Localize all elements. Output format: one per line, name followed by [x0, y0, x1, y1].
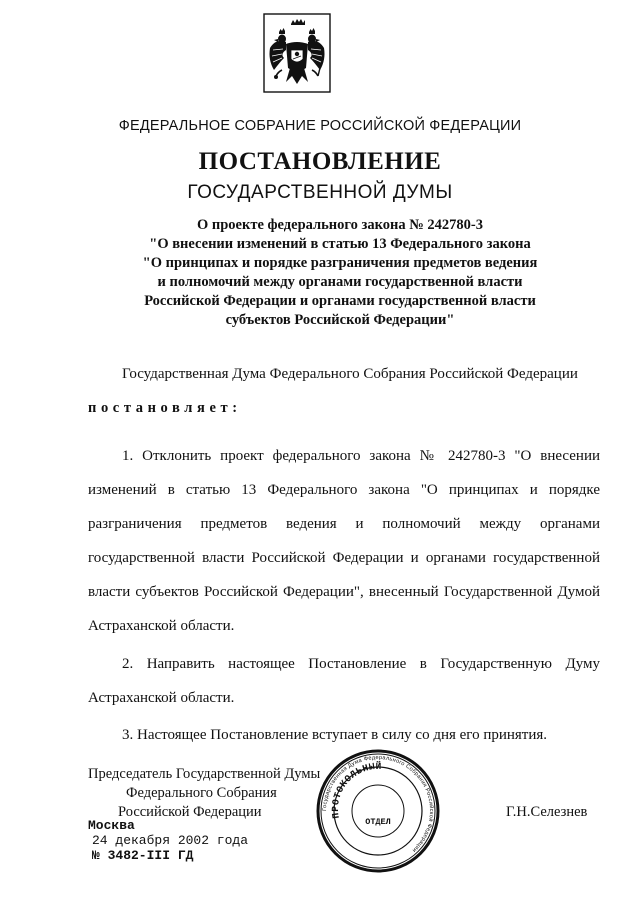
decree-word: постановляет: — [88, 400, 242, 416]
signatory-name: Г.Н.Селезнев — [506, 804, 588, 820]
double-headed-eagle-emblem-icon — [262, 12, 332, 94]
item2-line: Астраханской области. — [88, 690, 235, 706]
item1-line: государственной власти Российской Федерации и органами государственной — [88, 550, 600, 566]
svg-text:Государственная Дума Федеральн: Государственная Дума Федерального Собрания Российской Федерации — [321, 754, 435, 854]
item1-line: 1. Отклонить проект федерального закона № 242780-3 "О внесении — [122, 448, 600, 464]
emblem — [262, 12, 332, 94]
subject-line: и полномочий между органами государственной власти — [157, 274, 523, 290]
svg-text:ПРОТОКОЛЬНЫЙ: ПРОТОКОЛЬНЫЙ — [329, 760, 383, 820]
organization-name: ФЕДЕРАЛЬНОЕ СОБРАНИЕ РОССИЙСКОЙ ФЕДЕРАЦИИ — [118, 118, 522, 134]
item2-line: 2. Направить настоящее Постановление в Государственную Думу — [122, 656, 600, 672]
document-issuer-heading: ГОСУДАРСТВЕННОЙ ДУМЫ — [187, 182, 453, 203]
item1-line: Астраханской области. — [88, 618, 235, 634]
item1-line: изменений в статью 13 Федерального закона "О принципах и порядке — [88, 482, 600, 498]
svg-text:ОТДЕЛ: ОТДЕЛ — [365, 817, 391, 827]
round-seal-icon — [315, 748, 441, 874]
item3-text: 3. Настоящее Постановление вступает в силу со дня его принятия. — [122, 727, 548, 743]
preamble-text: Государственная Дума Федерального Собрания Российской Федерации — [122, 366, 578, 382]
signatory-title-line3: Российской Федерации — [118, 804, 262, 820]
footer-number: № 3482-III ГД — [92, 848, 194, 863]
subject-line: Российской Федерации и органами государственной власти — [144, 293, 536, 309]
item1-line: власти субъектов Российской Федерации", внесенный Государственной Думой — [88, 584, 600, 600]
footer-date: 24 декабря 2002 года — [92, 833, 249, 848]
document-type-heading: ПОСТАНОВЛЕНИЕ — [198, 148, 442, 175]
subject-line: "О принципах и порядке разграничения предметов ведения — [142, 255, 538, 271]
signatory-title-line2: Федерального Собрания — [126, 785, 277, 801]
official-stamp — [315, 748, 441, 874]
item1-line: разграничения предметов ведения и полномочий между органами — [88, 516, 600, 532]
subject-line: "О внесении изменений в статью 13 Федерального закона — [149, 236, 531, 252]
subject-line: О проекте федерального закона № 242780-3 — [196, 217, 484, 233]
footer-city: Москва — [88, 818, 135, 833]
signatory-title-line1: Председатель Государственной Думы — [88, 766, 321, 782]
subject-line: субъектов Российской Федерации" — [225, 312, 455, 328]
